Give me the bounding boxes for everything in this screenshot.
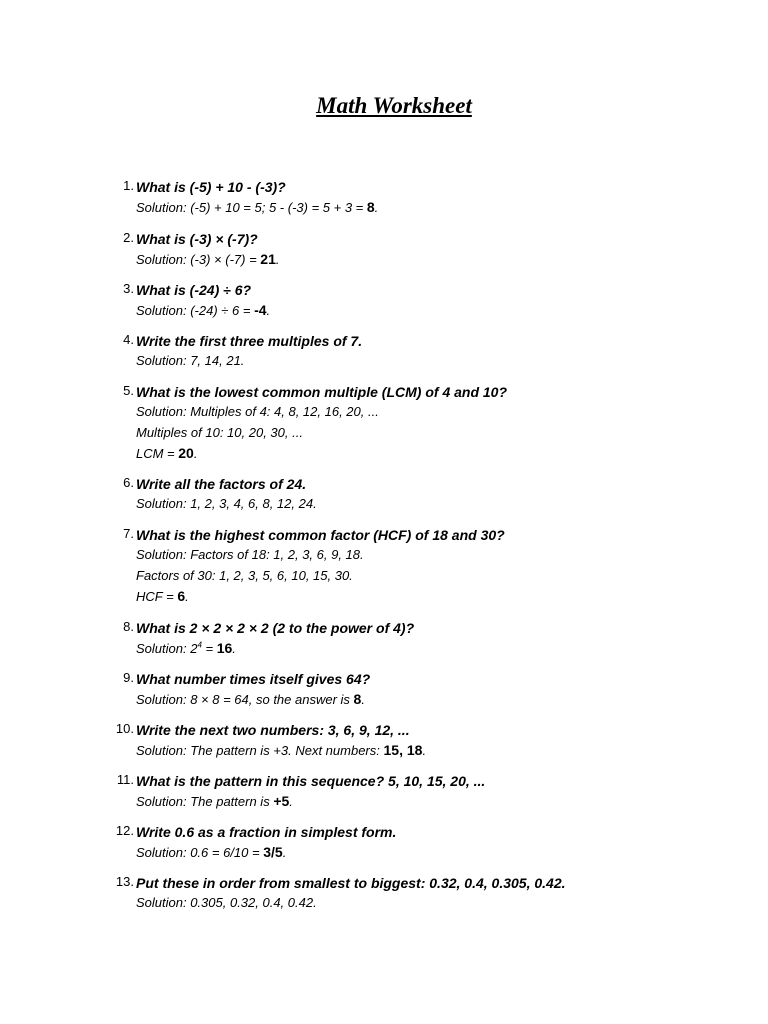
question-number: 6. xyxy=(123,475,134,490)
question-text: What is (-3) × (-7)? xyxy=(136,231,258,247)
solution-line: Solution: Multiples of 4: 4, 8, 12, 16, 20, ... xyxy=(136,404,379,419)
solution-line: Solution: 1, 2, 3, 4, 6, 8, 12, 24. xyxy=(136,496,317,511)
question-text: What is (-5) + 10 - (-3)? xyxy=(136,179,286,195)
answer: 15, 18 xyxy=(383,742,423,758)
question-item-10 xyxy=(112,720,752,762)
question-number: 8. xyxy=(123,619,134,634)
question-text: Write the next two numbers: 3, 6, 9, 12, ... xyxy=(136,722,410,738)
question-number: 3. xyxy=(123,281,134,296)
exponent: 4 xyxy=(197,640,202,650)
question-number: 4. xyxy=(123,332,134,347)
answer: +5 xyxy=(273,793,290,809)
question-text: What is the pattern in this sequence? 5, 10, 15, 20, ... xyxy=(136,773,486,789)
question-number: 12. xyxy=(115,823,134,838)
question-text: What is the highest common factor (HCF) of 18 and 30? xyxy=(136,527,505,543)
answer: 6 xyxy=(177,588,186,604)
question-item-2 xyxy=(112,229,752,271)
solution-line: Solution: (-3) × (-7) = 21. xyxy=(136,251,280,267)
question-item-8 xyxy=(112,618,752,660)
question-number: 7. xyxy=(123,526,134,541)
answer: 16 xyxy=(216,640,233,656)
question-number: 9. xyxy=(123,670,134,685)
question-item-12 xyxy=(112,822,752,864)
question-item-3 xyxy=(112,280,752,322)
solution-line: LCM = 20. xyxy=(136,445,198,461)
question-number: 5. xyxy=(123,383,134,398)
solution-line: Solution: The pattern is +3. Next numbers: 15, 18. xyxy=(136,742,427,758)
question-item-11 xyxy=(112,771,752,813)
question-number: 11. xyxy=(116,772,134,787)
solution-line: Solution: (-24) ÷ 6 = -4. xyxy=(136,302,271,318)
question-number: 2. xyxy=(123,230,134,245)
question-number: 10. xyxy=(115,721,134,736)
solution-line: Solution: Factors of 18: 1, 2, 3, 6, 9, 18. xyxy=(136,547,364,562)
solution-line: Solution: (-5) + 10 = 5; 5 - (-3) = 5 + 3 = 8. xyxy=(136,199,379,215)
solution-line: Solution: $2^4 = 16$. xyxy=(136,640,236,656)
question-text: What number times itself gives 64? xyxy=(136,671,371,687)
question-item-1 xyxy=(112,177,752,219)
solution-line: Solution: 0.305, 0.32, 0.4, 0.42. xyxy=(136,895,317,910)
question-item-4 xyxy=(112,331,752,372)
solution-line: HCF = 6. xyxy=(136,588,189,604)
answer: 3/5 xyxy=(263,844,283,860)
solution-line: Solution: 7, 14, 21. xyxy=(136,353,245,368)
question-item-7 xyxy=(112,525,752,608)
answer: 21 xyxy=(260,251,276,267)
solution-line: Factors of 30: 1, 2, 3, 5, 6, 10, 15, 30. xyxy=(136,567,353,583)
answer: 20 xyxy=(178,445,194,461)
page-title: Math Worksheet xyxy=(316,93,472,118)
solution-line: Solution: The pattern is +5. xyxy=(136,793,293,809)
solution-line: Multiples of 10: 10, 20, 30, ... xyxy=(136,424,303,440)
question-item-9 xyxy=(112,669,752,711)
question-number: 1. xyxy=(123,178,134,193)
answer: 8 xyxy=(366,199,375,215)
question-text: Write all the factors of 24. xyxy=(136,476,307,492)
answer: -4 xyxy=(254,302,267,318)
question-text: Put these in order from smallest to biggest: 0.32, 0.4, 0.305, 0.42. xyxy=(136,875,566,891)
question-text: Write 0.6 as a fraction in simplest form. xyxy=(136,824,397,840)
solution-line: Solution: 8 × 8 = 64, so the answer is 8. xyxy=(136,691,365,707)
question-item-13 xyxy=(112,873,752,914)
question-number: 13. xyxy=(115,874,134,889)
question-item-6 xyxy=(112,474,752,515)
question-item-5 xyxy=(112,382,752,465)
question-text: What is (-24) ÷ 6? xyxy=(136,282,252,298)
question-text: What is the lowest common multiple (LCM) of 4 and 10? xyxy=(136,384,508,400)
answer: 8 xyxy=(353,691,362,707)
question-text: Write the first three multiples of 7. xyxy=(136,333,363,349)
question-text: What is 2 × 2 × 2 × 2 (2 to the power of 4)? xyxy=(136,620,415,636)
solution-line: Solution: 0.6 = 6/10 = 3/5. xyxy=(136,844,287,860)
